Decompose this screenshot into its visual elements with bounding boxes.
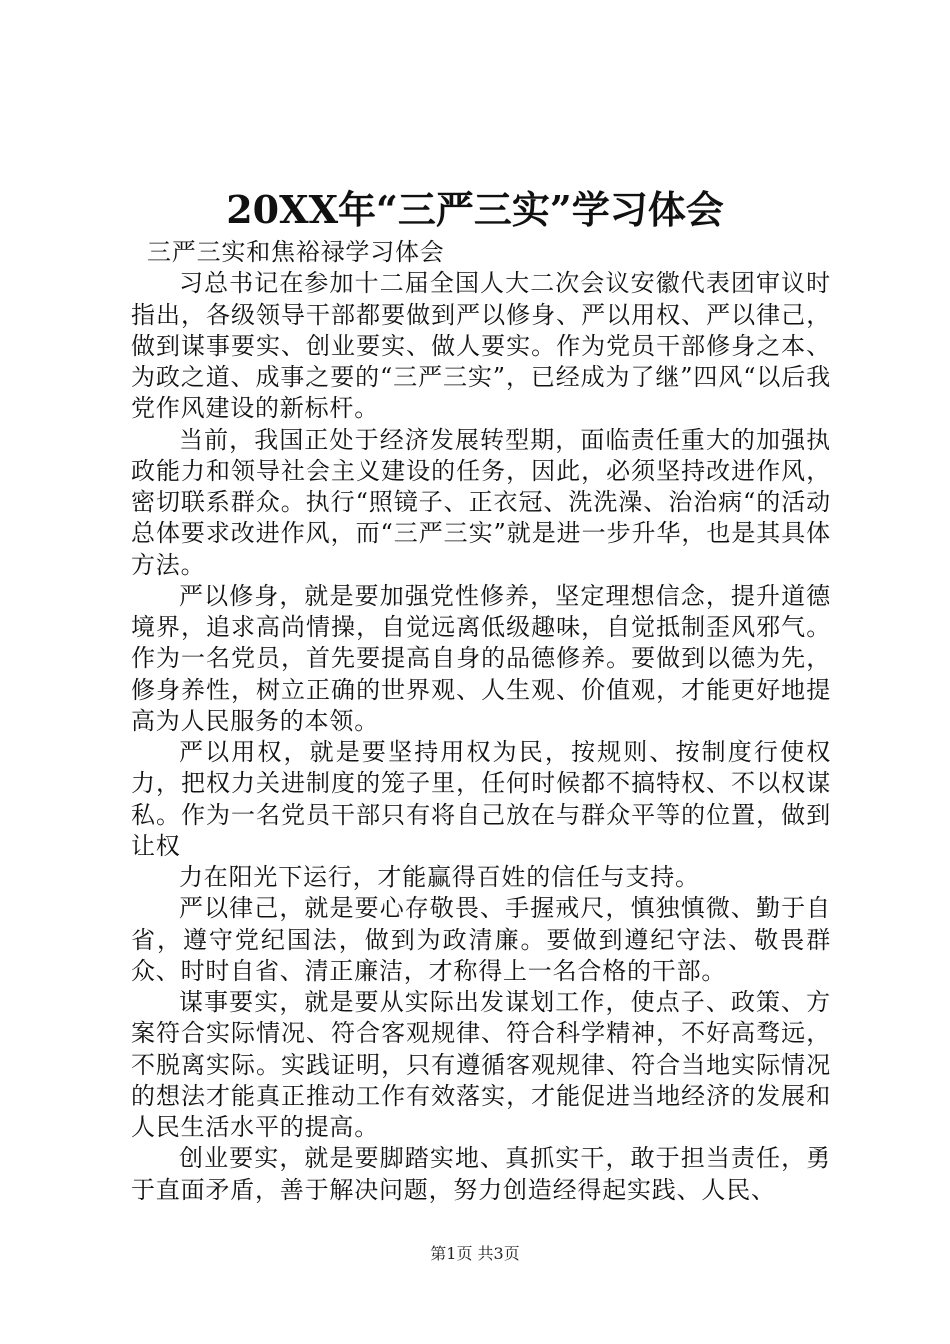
document-body [131,237,831,1206]
paragraph: 严以修身，就是要加强党性修养，坚定理想信念，提升道德境界，追求高尚情操，自觉远离低级趣味，自觉抵制歪风邪气。作为一名党员，首先要提高自身的品德修养。要做到以德为先，修身养性，树立正确的世界观、人生观、价值观，才能更好地提高为人民服务的本领。 [131,581,831,735]
document-subtitle: 三严三实和焦裕禄学习体会 [147,238,445,266]
paragraph: 谋事要实，就是要从实际出发谋划工作，使点子、政策、方案符合实际情况、符合客观规律、符合科学精神，不好高骛远，不脱离实际。实践证明，只有遵循客观规律、符合当地实际情况的想法才能真正推动工作有效落实，才能促进当地经济的发展和人民生活水平的提高。 [131,988,831,1141]
paragraph: 严以用权，就是要坚持用权为民，按规则、按制度行使权力，把权力关进制度的笼子里，任何时候都不搞特权、不以权谋私。作为一名党员干部只有将自己放在与群众平等的位置，做到让权 [131,738,831,860]
document-title: 20XX年“三严三实”学习体会 [226,187,724,232]
paragraph: 力在阳光下运行，才能赢得百姓的信任与支持。 [179,863,700,891]
paragraph: 当前，我国正处于经济发展转型期，面临责任重大的加强执政能力和领导社会主义建设的任务，因此，必须坚持改进作风，密切联系群众。执行“照镜子、正衣冠、洗洗澡、治治病“的活动总体要求改进作风，而“三严三实”就是进一步升华，也是其具体方法。 [131,425,831,579]
paragraph: 创业要实，就是要脚踏实地、真抓实干，敢于担当责任，勇于直面矛盾，善于解决问题，努力创造经得起实践、人民、 [131,1144,831,1204]
paragraph: 严以律己，就是要心存敬畏、手握戒尺，慎独慎微、勤于自省，遵守党纪国法，做到为政清廉。要做到遵纪守法、敬畏群众、时时自省、清正廉洁，才称得上一名合格的干部。 [131,894,831,985]
paragraph: 习总书记在参加十二届全国人大二次会议安徽代表团审议时指出，各级领导干部都要做到严以修身、严以用权、严以律己，做到谋事要实、创业要实、做人要实。作为党员干部修身之本、为政之道、成事之要的“三严三实”，已经成为了继”四风“以后我党作风建设的新标杆。 [131,269,831,423]
page-footer: 第1页 共3页 [430,1244,520,1263]
